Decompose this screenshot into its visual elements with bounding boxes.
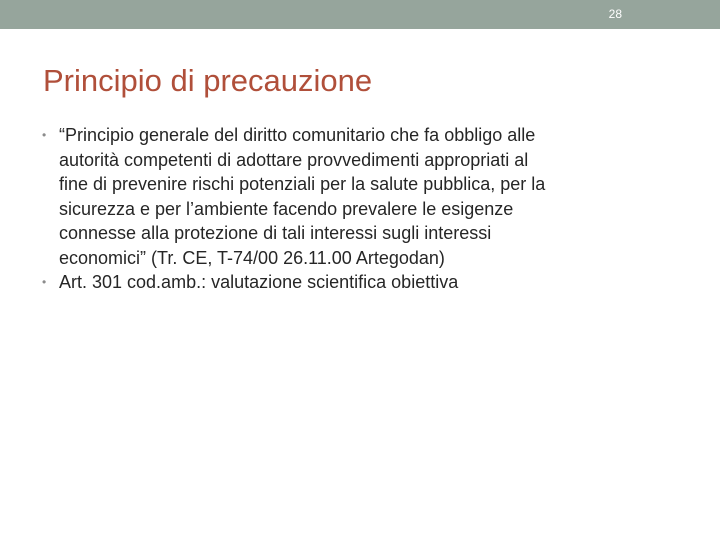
bullet-item-principle — [42, 123, 682, 270]
bullet-line: economici” (Tr. CE, T-74/00 26.11.00 Artegodan) — [59, 247, 445, 268]
bullet-marker: • — [42, 275, 47, 289]
bullet-list — [42, 123, 682, 295]
bullet-line: “Principio generale del diritto comunitario che fa obbligo alle — [59, 125, 536, 145]
bullet-line: sicurezza e per l’ambiente facendo prevalere le esigenze — [59, 198, 514, 219]
bullet-line: autorità competenti di adottare provvedimenti appropriati al — [59, 149, 529, 170]
bullet-line: connesse alla protezione di tali interessi sugli interessi — [59, 223, 492, 243]
bullet-marker: • — [42, 128, 47, 142]
slide-title: Principio di precauzione — [43, 63, 373, 98]
bullet-item-art-301 — [42, 270, 682, 295]
bullet-line: fine di prevenire rischi potenziali per la salute pubblica, per la — [59, 174, 546, 194]
bullet-line: Art. 301 cod.amb.: valutazione scientifica obiettiva — [59, 272, 459, 292]
top-bar — [0, 0, 720, 29]
page-number: 28 — [608, 7, 622, 21]
